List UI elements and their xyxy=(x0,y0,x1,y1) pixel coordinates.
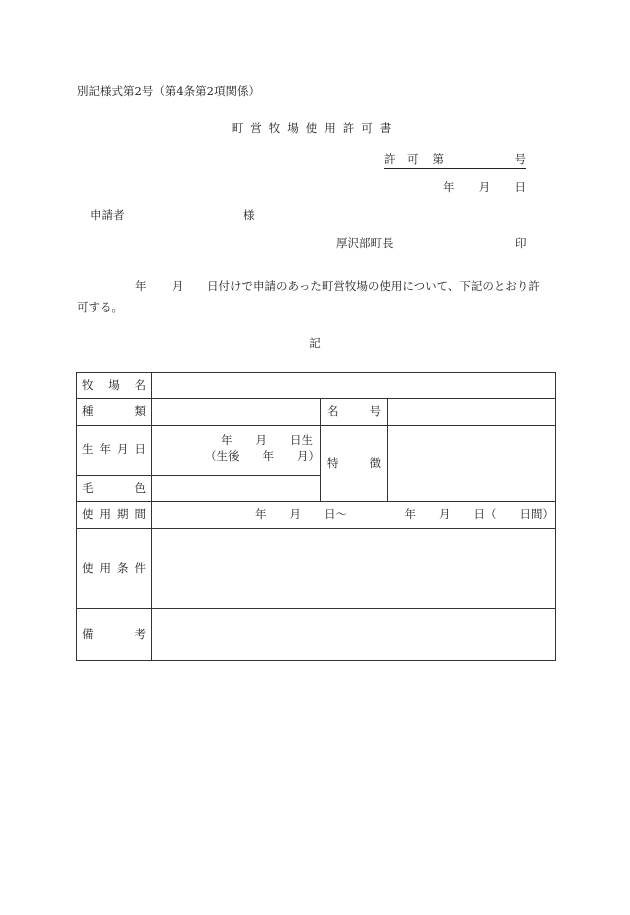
form-reference: 別記様式第2号（第4条第2項関係） xyxy=(77,84,260,98)
seal-mark: 印 xyxy=(515,236,527,250)
usage-period-value: 年 月 日～ 年 月 日（ 日間） xyxy=(255,507,554,521)
issue-date-day: 日 xyxy=(514,180,526,194)
usage-conditions-label: 使 用 条 件 xyxy=(82,561,146,575)
usage-period-label: 使 用 期 間 xyxy=(82,507,146,521)
body-month: 月 xyxy=(172,279,184,293)
body-line-1 xyxy=(77,281,549,293)
ranch-name-label: 牧 場 名 xyxy=(82,378,146,392)
features-label: 特 徴 xyxy=(327,456,381,470)
permit-kyoka xyxy=(384,154,444,166)
applicant-honorific: 様 xyxy=(243,208,255,222)
permit-number-line xyxy=(384,154,526,169)
issue-date-year: 年 xyxy=(443,180,455,194)
applicant-label: 申請者 xyxy=(90,208,125,222)
permit-dai: 第 xyxy=(432,152,444,166)
document-title: 町営牧場使用許可書 xyxy=(231,121,399,135)
name-number-label: 名 号 xyxy=(327,404,381,418)
permit-go: 号 xyxy=(514,152,526,166)
kind-label: 種 類 xyxy=(82,404,146,418)
row-divider xyxy=(77,425,555,426)
issue-date-month: 月 xyxy=(478,180,491,194)
remarks-label: 備 考 xyxy=(82,627,146,641)
body-year: 年 xyxy=(135,279,147,293)
row-divider xyxy=(77,475,320,476)
body-line-2: 可する。 xyxy=(77,300,123,314)
birth-date-line-2: （生後 年 月） xyxy=(205,449,320,463)
issuer-name: 厚沢部町長 xyxy=(336,236,394,250)
row-divider xyxy=(77,608,555,609)
body-line-1-text: 日付けで申請のあった町営牧場の使用について、下記のとおり許 xyxy=(207,279,540,293)
permit-kyoka-text: 許 可 xyxy=(384,152,419,166)
birth-date-line-1: 年 月 日生 xyxy=(221,433,313,447)
issue-date xyxy=(443,182,526,194)
row-divider xyxy=(77,398,555,399)
label-column-divider xyxy=(151,373,152,660)
details-table xyxy=(76,372,556,661)
section-mark: 記 xyxy=(309,336,321,350)
birth-date-label: 生 年 月 日 xyxy=(82,442,146,456)
coat-color-label: 毛 色 xyxy=(82,481,146,495)
row-divider xyxy=(77,528,555,529)
row-divider xyxy=(77,501,555,502)
column-divider xyxy=(387,398,388,501)
column-divider xyxy=(320,398,321,501)
